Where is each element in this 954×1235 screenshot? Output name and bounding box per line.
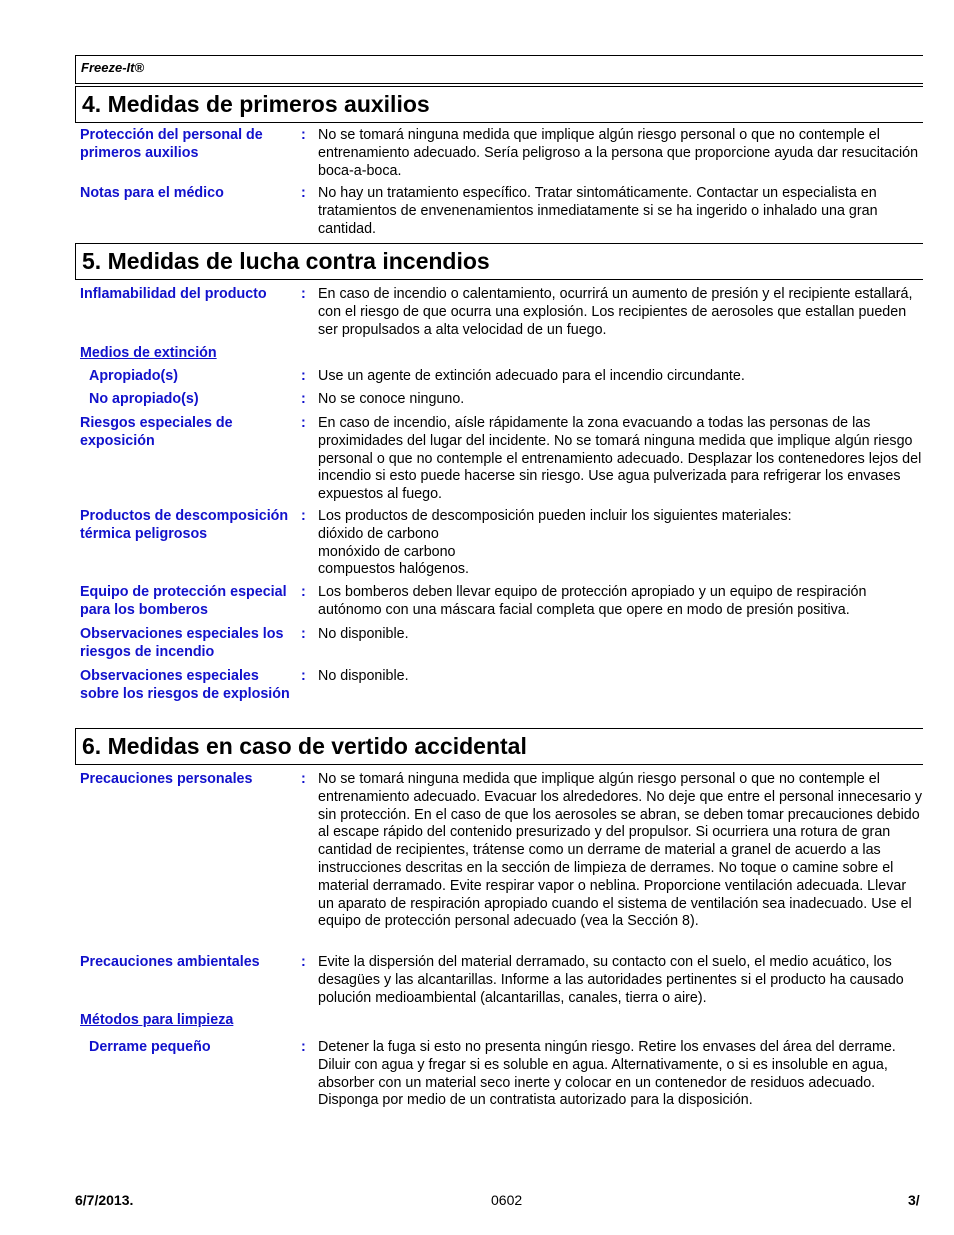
field-label: Protección del personal de primeros auxilios	[80, 127, 263, 161]
section-title: 4. Medidas de primeros auxilios	[82, 91, 430, 117]
separator: :	[301, 127, 306, 143]
separator: :	[301, 286, 306, 302]
section-title: 5. Medidas de lucha contra incendios	[82, 248, 490, 274]
footer-code: 0602	[491, 1192, 523, 1208]
separator: :	[301, 771, 306, 787]
field-label: Equipo de protección especial para los bomberos	[80, 584, 287, 618]
field-value: No se conoce ninguno.	[318, 391, 465, 407]
field-value: Los productos de descomposición pueden incluir los siguientes materiales: dióxido de carbono monóxido de carbono compuestos halógenos.	[318, 508, 792, 578]
field-label: Notas para el médico	[80, 185, 224, 201]
separator: :	[301, 391, 306, 407]
field-label: Precauciones personales	[80, 771, 253, 787]
field-label: Observaciones especiales sobre los riesgos de explosión	[80, 668, 290, 702]
subheading-link[interactable]: Métodos para limpieza	[80, 1012, 234, 1028]
separator: :	[301, 185, 306, 201]
field-label: Riesgos especiales de exposición	[80, 415, 233, 449]
product-header	[75, 55, 923, 84]
field-label: No apropiado(s)	[89, 391, 199, 407]
subheading-link[interactable]: Medios de extinción	[80, 345, 217, 361]
separator: :	[301, 626, 306, 642]
separator: :	[301, 668, 306, 684]
section-5-header	[75, 243, 923, 280]
section-4-header	[75, 86, 923, 123]
separator: :	[301, 1039, 306, 1055]
field-value: Evite la dispersión del material derramado, su contacto con el suelo, el medio acuático, los desagües y las alcantarillas. Informe a las autoridades pertinentes si el producto ha causado polución medioambiental (alcantarillas, canales, tierra o aire).	[318, 954, 904, 1006]
field-value: No se tomará ninguna medida que implique algún riesgo personal o que no contemple el entrenamiento adecuado. Evacuar los alrededores. No deje que entre el personal innecesario y sin protección. En el caso de que los aerosoles se abran, se deben tomar precauciones debido al escape rápido del contenido presurizado y del propulsor. Si ocurriera una rotura de gran cantidad de recipientes, trátense como un derrame de material a granel de acuerdo a las instrucciones descritas en la sección de limpieza de derrames. No toque o camine sobre el material derramado. Evite respirar vapor o neblina. Proporcione ventilación adecuada. Llevar un aparato de respiración apropiado cuando el sistema de ventilación sea inadecuado. Use el equipo de protección personal adecuado (vea la Sección 8).	[318, 771, 923, 930]
section-6-header	[75, 728, 923, 765]
separator: :	[301, 954, 306, 970]
field-value: En caso de incendio o calentamiento, ocurrirá un aumento de presión y el recipiente estallará, con el riesgo de que ocurra una explosión. Los recipientes de aerosoles que estallan pueden ser propulsados a alta velocidad de un fuego.	[318, 286, 913, 338]
separator: :	[301, 584, 306, 600]
product-name: Freeze-It®	[81, 60, 145, 75]
field-label: Precauciones ambientales	[80, 954, 260, 970]
field-label: Derrame pequeño	[89, 1039, 211, 1055]
separator: :	[301, 415, 306, 431]
field-value: En caso de incendio, aísle rápidamente la zona evacuando a todas las personas de las proximidades del lugar del incidente. No se tomará ninguna medida que implique algún riesgo personal o que no contemple el entrenamiento adecuado. Desplazar los contenedores lejos del incendio si esto puede hacerse sin riesgo. Use agua pulverizada para refrigerar los envases expuestos al fuego.	[318, 415, 922, 503]
field-label: Productos de descomposición térmica peligrosos	[80, 508, 289, 542]
separator: :	[301, 508, 306, 524]
field-value: No hay un tratamiento específico. Tratar sintomáticamente. Contactar un especialista en tratamientos de envenenamientos inmediatamente si se ha ingerido o inhalado una gran cantidad.	[318, 185, 878, 237]
field-value: No disponible.	[318, 626, 409, 642]
field-value: Use un agente de extinción adecuado para el incendio circundante.	[318, 368, 745, 384]
section-title: 6. Medidas en caso de vertido accidental	[82, 733, 527, 759]
field-label: Apropiado(s)	[89, 368, 178, 384]
field-value: Los bomberos deben llevar equipo de protección apropiado y un equipo de respiración autónomo con una máscara facial completa que opere en modo de presión positiva.	[318, 584, 867, 618]
field-value: No disponible.	[318, 668, 409, 684]
field-label: Observaciones especiales los riesgos de incendio	[80, 626, 284, 660]
footer-page-number: 3/	[908, 1192, 920, 1208]
separator: :	[301, 368, 306, 384]
footer-date: 6/7/2013.	[75, 1192, 134, 1208]
field-value: No se tomará ninguna medida que implique algún riesgo personal o que no contemple el entrenamiento adecuado. Sería peligroso a la persona que proporcione ayuda dar resucitación boca-a-boca.	[318, 127, 919, 179]
field-label: Inflamabilidad del producto	[80, 286, 267, 302]
field-value: Detener la fuga si esto no presenta ningún riesgo. Retire los envases del área del derrame. Diluir con agua y fregar si es soluble en agua. Alternativamente, o si es insoluble en agua, absorber con un material seco inerte y colocar en un contenedor de residuos adecuado. Disponga por medio de un contratista autorizado para la disposición.	[318, 1039, 896, 1109]
